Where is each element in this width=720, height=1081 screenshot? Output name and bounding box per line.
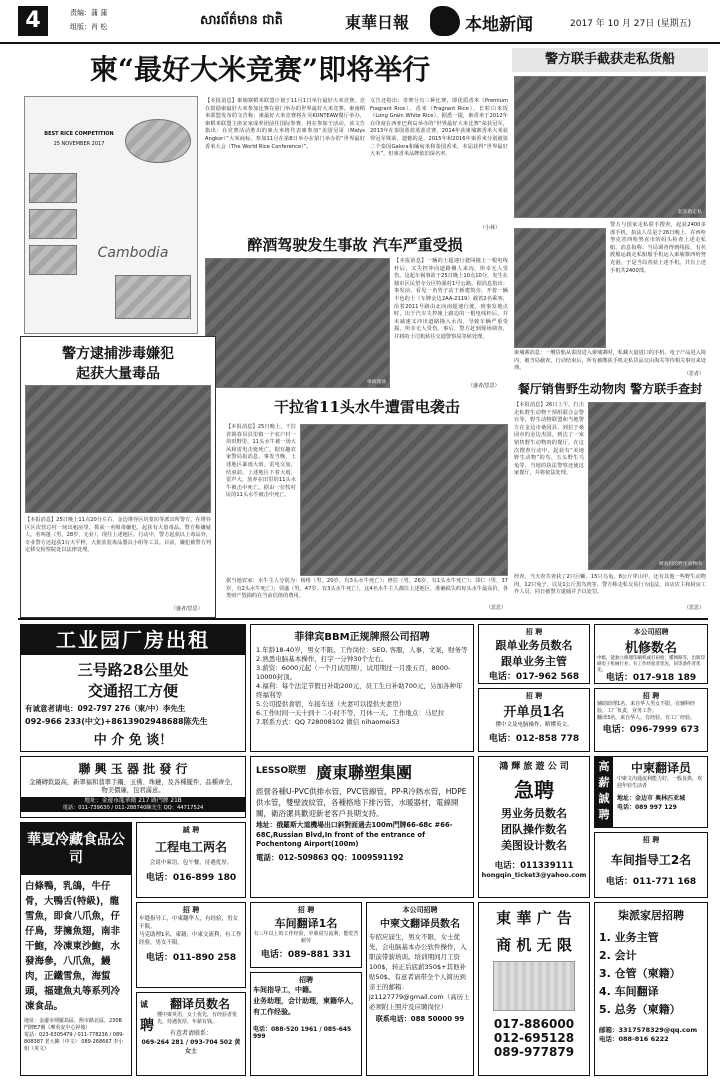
logo-emblem — [430, 6, 460, 36]
smuggle-boat-photo — [514, 228, 606, 348]
travel-mail: hongqin_ticket3@yahoo.com — [481, 871, 587, 879]
assist-l1: 辅助助理1名，来自华人男女不限，有辅料经验，工厂负责，业务工作。 — [597, 701, 696, 714]
lesso-logo: LESSO联塑 — [256, 766, 307, 776]
follow-title2: 跟单业务主管 — [501, 655, 567, 668]
follow-small: 招 聘 — [525, 628, 543, 636]
ad-electric — [136, 822, 246, 898]
lesso-desc: 經營各種U-PVC供排水管，PVC管線管，PP-R冷熱水管，HDPE供水管，雙壁波紋管，各種格地下排污管，水暖器材，電線開關，衛浴潔具歡迎新老客戶長期支持。 — [256, 787, 467, 818]
electric-title: 工程电工两名 — [154, 840, 227, 854]
drug-credit: （盛者/思思） — [171, 606, 203, 612]
restaurant-caption: 被查封的野生动物肉 — [658, 562, 702, 567]
smuggle-caption: 起获的走私 — [678, 210, 702, 215]
factory-contact1: 有诚意者请电：092-797 276（柬/中）李先生 — [25, 704, 186, 713]
factory-guide-small: 招 聘 — [642, 836, 660, 844]
poster-rice-image — [115, 275, 191, 319]
trans-shop-desc: 有三年以上的工作经验，中柬说写流利，能吃苦耐劳 — [253, 931, 359, 944]
restaurant-tail: 经查，当天查共查获了2只巨蜥，15只乌龟，8公斤穿山甲，还有其他一些野生动物肉，12只兔子，以及1公斤黑鸟肉等。警方称走私交易行为违法，该店店主和厨房工作人员，同日被警方逮捕并予以处罚。 — [514, 574, 706, 596]
home-mail: 邮箱：3317578329@qq.com — [599, 1026, 698, 1034]
workshop-title: 车间指导工，中籍。 — [253, 986, 316, 994]
poster-photo — [29, 245, 77, 275]
home-title: 柒派家居招聘 — [618, 909, 684, 922]
translator-hi-addr: 地址：金边市 奥林匹亚城 — [617, 795, 686, 802]
translator-small-tel: 069-264 281 / 093-704 502 黄女士 — [141, 1039, 241, 1055]
ad-workshop — [250, 972, 362, 1076]
worker-small: 招 聘 — [182, 906, 200, 914]
lightning-headline: 干拉省11头水牛遭雷电袭击 — [274, 398, 460, 416]
drug-box — [20, 336, 216, 618]
smuggle-header — [512, 48, 708, 72]
mech-tel: 电话：017-918 189 — [605, 673, 697, 683]
restaurant-credit: （思思） — [684, 605, 705, 611]
ad-factory-guide — [594, 832, 708, 898]
workshop-tel: 电话：088-520 1961 / 085-645 999 — [253, 1026, 352, 1040]
translator-small-title: 翻译员数名 — [169, 997, 230, 1011]
cn-trans-desc: 专招应届生，男女不限，女士优先，会电脑基本办公软件操作，入职前带薪培训。培训期间月工资100$，转正后底薪350$+其他补贴50$。有意者请带全个人简历到亲王的邮箱：jz1127779@gmail.com（高历上必须附上照片及应聘岗位） — [369, 933, 470, 1011]
drunk-headline: 醉酒驾驶发生事故 汽车严重受损 — [247, 236, 463, 254]
poster-date: 25 NOVEMBER 2017 — [53, 141, 105, 147]
ad-follow — [478, 624, 590, 684]
translator-hi-desc: 中柬文沟通流利能力好，一般良典，欢迎年轻生活者 — [617, 776, 703, 789]
lightning-credit: （思思） — [486, 605, 507, 611]
mech-desc: 中级，能独立修理印刷机或打码枪，懂网路等，出版印刷电子机械行业，有工作经验者优先，同等条件者优先。 — [597, 656, 705, 673]
worker-l1: 车缝指导工，中柬翻华人，有经验，男女不限。 — [139, 916, 239, 930]
factory-traffic: 交通招工方便 — [87, 682, 178, 700]
driver-small: 招 聘 — [525, 692, 543, 700]
worker-tel: 电话：011-890 258 — [145, 953, 237, 963]
bbm-line: 4.福利：每个法定节假日补助200元，员工生日补助700元，另加各种年终福利等 — [256, 682, 463, 699]
translator-small-tag: 诚 — [140, 1000, 148, 1009]
factory-guide-tel: 电话：011-771 168 — [605, 877, 697, 887]
bbm-line: 5.公司提供食宿，车接车送（夫妻可以提供夫妻房） — [256, 700, 406, 708]
home-item: 2. 会计 — [599, 949, 637, 962]
drug-headline-2: 起获大量毒品 — [76, 366, 160, 382]
smuggle-photo — [514, 76, 706, 218]
rice-headline: 柬“最好大米竞赛”即将举行 — [89, 53, 431, 86]
drunk-text: 【本报消息】一辆的士超速行驶闯撞上一根电线杆后，又失控冲向道路侧人来沟，所幸无人受伤。这起车祸事故于25日晚上10点10分，发生在独市区民望寺分区特强村1号公路。据消息指出：事发前，看见一名男子站于新建筑旁，开着一辆丰色的士（车牌金边2AA-2119）载着2名乘客，沿着2011号路由北向南超速行驶，到事发地点时，出于汽车失控撞上路边的一根电线杆后，并未减速又冲出道路撞入水沟，导致车辆严重受损，所幸无人受伤。事后，警方赶到现场调查，并将的士司机转往交通警察局等候处理。 — [394, 258, 508, 340]
poster-photo — [29, 209, 77, 239]
ad-foods — [20, 822, 132, 1076]
lightning-tail: 据当地农家：水牛主人分别为：杨格（男，20岁，有3头水牛死亡）；修拉（男，26岁，有1头水牛死亡）；邻仁（男，37岁，有2头水牛死亡）；邻盛（男，47岁，有3头水牛死亡），这4名水牛主人都住上述地区，准确损失约每头水牛最高价，各类财产毁损约在当前估值的费用。 — [226, 578, 508, 600]
factory-guide-title: 车间指导工2名 — [610, 853, 692, 867]
page-number: 4 — [18, 6, 48, 36]
bbm-title: 菲律宾BBM正规牌照公司招聘 — [294, 632, 430, 643]
home-item: 5. 总务（柬籍） — [599, 1003, 681, 1016]
ad-travel — [478, 756, 590, 898]
designer-credit: 组版：肖 松 — [70, 23, 108, 31]
foods-title: 華夏冷藏食品公司 — [21, 823, 131, 875]
restaurant-photo — [588, 402, 706, 570]
donghua-tel2: 012-695128 — [493, 1031, 575, 1045]
travel-company: 鴻 輝 旅 遊 公 司 — [499, 762, 569, 772]
bbm-line: 1.年龄18-40岁，男女不限。工作岗位：SEO, 客服，人事，文案，财务等 — [256, 646, 468, 654]
lesso-tel: 電話：012-509863 QQ：1009591192 — [256, 852, 404, 862]
lesso-title: 廣東聯塑集團 — [316, 763, 413, 782]
editor-credit: 责编：蒲 蒲 — [70, 9, 108, 17]
poster-logo: Cambodia — [97, 245, 169, 261]
rice-poster — [24, 96, 198, 334]
rice-col1: 【本报消息】柬埔寨稻米联盟计划于11月1日举行最好大米竞赛。竞在鼓励柬最好大米参加比赛在第门举办的世界最好大米竞赛。柬南稻米联盟发布的文告称：柬最好大米竞赛将在吴KUNTEAW餐厅举办，柬稻米联盟主席宋家成率团前往国际参赛，将在参加于活动。该文告指出：在竞赛活动胜出的柬大米将代表柬参加“美国吴哥（Malys Angkor）”大米商标，参加11月在第8日举办在第门举办的“世界最好香米大会（The World Rice Conference）”。 — [205, 98, 365, 150]
donghua-subtitle: 商 机 无 限 — [496, 936, 572, 954]
smuggle-headline: 警方联手截获走私货船 — [544, 52, 675, 67]
workshop-l2: 业务助理，会计助理，柬籍华人，有工作经验。 — [253, 997, 358, 1016]
divider — [18, 618, 708, 620]
donghua-tel1: 017-886000 — [493, 1017, 575, 1031]
ad-translator-small — [136, 992, 246, 1076]
home-tel: 电话：088-816 6222 — [599, 1035, 669, 1043]
smuggle-credit: （思者） — [684, 371, 705, 377]
smuggle-text: 警方与国家走私联手搜查，起获2400多部手机。执法人员是于26日晚上，在西哈努克省西哈努克市的码头检查上述走私船。消息指称：当局调查得到线报，有名渡船运载走私船船手机运入柬埔寨西哈努克港，于是当局查获上述手机。共有上述手机共2400部。 — [610, 222, 706, 274]
drunk-photo — [205, 258, 390, 388]
mech-small: 本公司招聘 — [633, 628, 669, 636]
drunk-credit: （盛者/思思） — [468, 383, 500, 389]
ad-factory-rent — [20, 624, 246, 752]
translator-small-desc: 懂中柬英语，女士优先，有经验者优先，待遇优厚，年薪有钱。 — [157, 1012, 238, 1025]
rice-col2: 文告还指出：奇赛分有三种比赛，即优质香米（Premium Fragrant Rice）、香米（Fragrant Rice）、长粒白米饭（Long Grain White Rice）。据悉一提，柬香米于2012年在印度在西亚巴利岛举办的“世界最好大米比赛”荣获冠军，2013年在泰国蓝蓝蓝蓝竞赛，2014年获柬埔寨香米大米获得冠军殊荣。遗憾的是，2015年和2016年柬香米分别被第二个泰国Galora和缅甸米和泰国香米，本届获得“世界最好大米”，但柬香米品牌依旧深名率。 — [370, 98, 508, 158]
ad-lesso — [250, 756, 474, 898]
ad-home — [594, 902, 708, 1076]
ad-driver — [478, 688, 590, 752]
drug-text: 【本报消息】25日晚上11点20分左右，金边堆谷区坊蒙坊等派出所警方，在堆谷区区次营总村一间出租房里，抓获一名吸毒嫌犯，起获有大量毒品。警方称嫌疑人，名叫蓬（男，28岁，无业），现住上述地区。行动中，警方起获以上毒品外，专业警方还起获1台天平秤，大批装装毒品器具小组等工具。目前，嫌犯被警方判定移交检察院处以法律处理。 — [25, 517, 211, 554]
translator-hi-side: 高薪誠聘 — [595, 757, 613, 827]
khmer-masthead: សារព័ត៌មាន ជាតិ — [200, 13, 283, 28]
assist-small: 招 聘 — [642, 692, 660, 700]
factory-title: 工业园厂房出租 — [21, 625, 245, 655]
ad-translator-hi — [594, 756, 708, 828]
jade-title: 聯 興 玉 器 批 發 行 — [78, 762, 188, 776]
issue-date: 2017 年 10 月 27日 (星期五) — [570, 19, 692, 29]
follow-tel: 电话：017-962 568 — [488, 672, 580, 682]
ad-trans-shop — [250, 902, 362, 968]
ad-jade — [20, 756, 246, 818]
lightning-photo — [300, 424, 508, 576]
driver-title: 开单员1名 — [503, 705, 565, 720]
poster-title: BEST RICE COMPETITION — [44, 131, 114, 137]
translator-hi-tel: 电话：089 997 129 — [617, 804, 677, 811]
jade-tel: 電話：011-739630 / 011-288740陳先生 QQ：44717524 — [21, 805, 245, 812]
foods-items: 白條鴨，乳鴿，牛仔骨，大鴨舌(特級)，龍雪魚，即食八爪魚，仔仔鳥，芽擁魚翅，南非干鮑，冷凍東沙鮑，水發海參，八爪魚，鰻肉，正鐵雪魚，海蜇頭，福建魚丸等系列冷凍食品。 — [25, 881, 121, 1012]
home-item: 1. 业务主管 — [599, 931, 659, 944]
driver-desc: 懂中文及电脑操作，略懂英文。 — [495, 722, 573, 728]
ad-mech — [594, 624, 708, 684]
travel-urgent: 急聘 — [514, 778, 554, 802]
donghua-title: 東 華 广 告 — [496, 909, 572, 927]
restaurant-headline: 餐厅销售野生动物肉 警方联手查封 — [517, 382, 703, 396]
workshop-small: 招聘 — [299, 976, 313, 984]
smuggle-text2: 柬埔寨消息：一艘货船从泰国进入柬埔寨时，私藏大量进口的手机、电子产品进入境内，被当局截查。行动结束后，所有被缴获手机走私货品交由海关等待相关事宜来处理。 — [514, 350, 706, 372]
factory-free: 中 介 免 谈！ — [93, 733, 173, 748]
ad-assist — [594, 688, 708, 752]
travel-tel: 电话：011339111 — [494, 861, 574, 871]
ad-cn-trans — [366, 902, 474, 1076]
ad-donghua — [478, 902, 590, 1076]
lesso-addr: 地址：俄羅斯大道機場出口斜對面過去100m門牌66-68c #66-68C,Russian Blvd,In front of the entrance of Pochentong Airport(100m) — [256, 821, 453, 848]
paper-name: 東華日報 — [345, 13, 410, 32]
lightning-text: 【本报消息】25日晚上，干拉省锡春县县里镇一个农户村一块田野里，11头水牛被一场大风和雷电击毙死亡。据有趣农家警局报消息，事发当晚，上述地区暴雨大雨，雷电交加，结束前，上述地区下着大雨，雷声大，放养在田里的11头水牛被击中死亡。据由一位牧村民的11头水牛被击中死亡。 — [226, 424, 296, 499]
poster-photo — [29, 173, 77, 203]
travel-l2: 团队操作数名 — [501, 823, 567, 836]
bbm-line: 7.联系方式：QQ 728008102 微信 nihaomei53 — [256, 718, 400, 726]
trans-shop-small: 招 聘 — [297, 906, 315, 914]
poster-rice-image — [125, 119, 191, 163]
rice-credit: （小林） — [480, 225, 501, 231]
foods-tel: 電話：023-6305479 / 011-778236 / 089-808387 老大陳（中文） 089-268667 李小姐（英文） — [24, 1032, 125, 1052]
jade-addr: 地址：金邊市龍華衛 217 路門牌 21B — [21, 797, 245, 805]
bbm-line: 3.薪资：6000元起（一个月试用期），试用期过一月涨五百，8000-10000封顶。 — [256, 664, 451, 681]
assist-l2: 翻译3名，来自华人，有经验、有工厂经验。 — [597, 715, 696, 721]
driver-tel: 电话：012-858 778 — [488, 734, 580, 744]
ad-worker — [136, 902, 246, 988]
donghua-image — [493, 961, 575, 1011]
ad-bbm — [250, 624, 474, 752]
cn-trans-title: 中柬文翻译员数名 — [380, 919, 460, 930]
page-header — [0, 0, 720, 44]
drug-headline-1: 警方逮捕涉毒嫌犯 — [62, 346, 174, 362]
assist-tel: 电话：096-7999 673 — [602, 725, 700, 735]
mech-title: 机修数名 — [624, 641, 677, 656]
travel-l1: 男业务员数名 — [501, 807, 567, 820]
bbm-line: 2.熟悉电脑基本操作，打字一分钟30个左右。 — [256, 655, 388, 663]
worker-l2: 马克助理1名，柬籍，中柬文流利，有工作经验，男女不限。 — [139, 932, 242, 946]
home-item: 4. 车间翻译 — [599, 985, 659, 998]
drunk-photo-caption: 事故现场 — [366, 380, 386, 385]
cn-trans-tel: 联系电话：088 50000 99 — [375, 1015, 465, 1023]
translator-small-note: 有意者请联系： — [169, 1030, 212, 1037]
foods-addr: 地址：金邊市朔羅島區，熙市路北區，230B 門牌E7號（摩英安中心停後） — [24, 1018, 122, 1031]
bbm-line: 6.工作时间一天十到十二小时不等，月休一天。工作地点：马尼拉 — [256, 709, 445, 717]
travel-l3: 美图设计数名 — [501, 839, 567, 852]
restaurant-text: 【本报消息】26日上午，打击走私野生动物干预组联合会警官等，野生动物联盟和当地警方在金边市桑园县，到拉于桑园市的金边杰国，到达了一家销售野生动物肉的餐厅。在这次搜查行动中，起获有“美地野生动物”的鸟、五头野生乌龟等，当地的执法警察还使这家餐厅，并将依法处理。 — [514, 402, 584, 477]
donghua-tel3: 089-977879 — [493, 1045, 575, 1059]
translator-hi-title: 中柬翻译员 — [630, 761, 691, 775]
section-title: 本地新闻 — [465, 15, 533, 35]
follow-title1: 跟单业务员数名 — [495, 639, 573, 652]
factory-addr: 三号路28公里处 — [77, 661, 189, 679]
cn-trans-small: 本公司招聘 — [402, 906, 438, 914]
translator-small-tag2: 聘 — [140, 1018, 154, 1034]
electric-small: 誠 聘 — [182, 826, 200, 834]
trans-shop-title: 车间翻译1名 — [274, 917, 338, 930]
jade-desc: 金鑲磚欽最高，新翠福和翡翠手鐲、玉佛、珠鏈，及各種擺件，品種齊全，物美價廉，包君滿意。 — [29, 779, 237, 794]
electric-tel: 电话：016-899 180 — [145, 873, 237, 883]
factory-contact2: 092-966 233(中文)+8613902948688陈先生 — [25, 717, 208, 726]
drug-photo — [25, 385, 211, 513]
electric-desc: 会说中柬语，包午餐，待遇优厚。 — [149, 860, 233, 866]
trans-shop-tel: 电话：089-881 331 — [260, 950, 352, 960]
home-item: 3. 仓管（柬籍） — [599, 967, 681, 980]
